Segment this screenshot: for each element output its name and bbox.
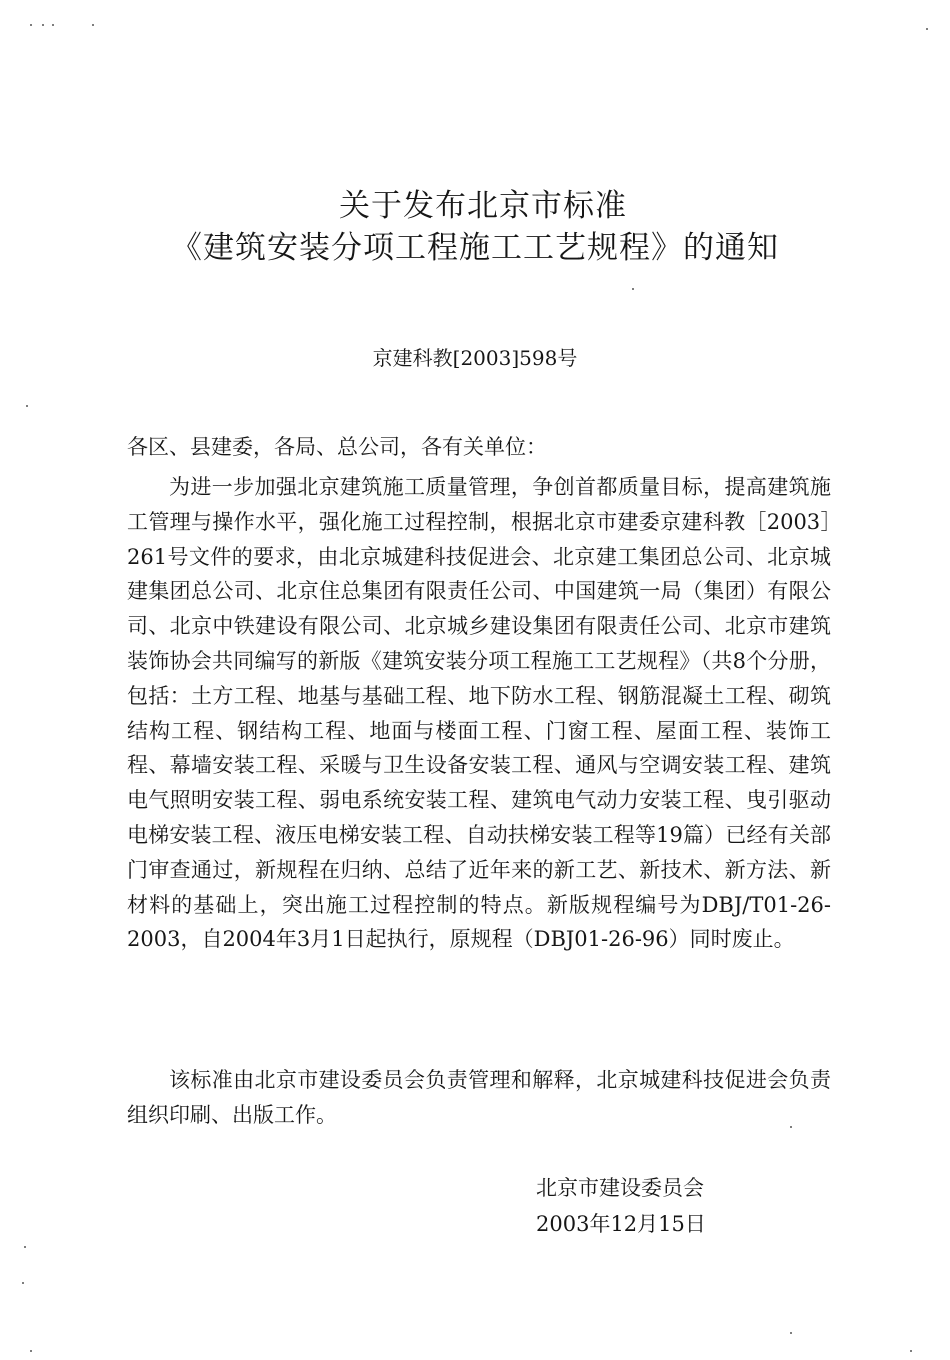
scan-speck — [926, 28, 928, 30]
scan-speck — [30, 24, 32, 26]
body-paragraph-1: 为进一步加强北京建筑施工质量管理，争创首都质量目标，提高建筑施工管理与操作水平，强化施工过程控制，根据北京市建委京建科教［2003］261号文件的要求，由北京城建科技促进会、北京建工集团总公司、北京城建集团总公司、北京住总集团有限责任公司、中国建筑一局（集团）有限公司、北京中铁建设有限公司、北京城乡建设集团有限责任公司、北京市建筑装饰协会共同编写的新版《建筑安装分项工程施工工艺规程》（共8个分册，包括：土方工程、地基与基础工程、地下防水工程、钢筋混凝土工程、砌筑结构工程、钢结构工程、地面与楼面工程、门窗工程、屋面工程、装饰工程、幕墙安装工程、采暖与卫生设备安装工程、通风与空调安装工程、建筑电气照明安装工程、弱电系统安装工程、建筑电气动力安装工程、曳引驱动电梯安装工程、液压电梯安装工程、自动扶梯安装工程等19篇）已经有关部门审查通过，新规程在归纳、总结了近年来的新工艺、新技术、新方法、新材料的基础上，突出施工过程控制的特点。新版规程编号为DBJ/T01-26-2003，自2004年3月1日起执行，原规程（DBJ01-26-96）同时废止。 — [127, 475, 831, 952]
scan-speck — [790, 1332, 792, 1334]
scan-speck — [910, 1350, 912, 1352]
scan-speck — [30, 1350, 32, 1352]
scan-speck — [22, 1282, 24, 1284]
scan-speck — [632, 288, 634, 290]
scan-speck — [26, 405, 28, 407]
body-paragraph-2: 该标准由北京市建设委员会负责管理和解释，北京城建科技促进会负责组织印刷、出版工作。 — [127, 1068, 831, 1127]
scan-speck — [790, 1126, 792, 1128]
scan-speck — [42, 24, 44, 26]
signature-block — [536, 1170, 706, 1242]
document-number: 京建科教[2003]598号 — [372, 346, 578, 370]
title-line-1: 关于发布北京市标准 — [339, 188, 627, 224]
signature-date: 2003年12月15日 — [536, 1212, 706, 1236]
scan-speck — [24, 1246, 26, 1248]
addressee: 各区、县建委，各局、总公司，各有关单位： — [127, 435, 547, 459]
title-line-2: 《建筑安装分项工程施工工艺规程》的通知 — [171, 230, 779, 266]
scan-speck — [52, 24, 54, 26]
signature-organization: 北京市建设委员会 — [536, 1176, 704, 1200]
scan-speck — [92, 24, 94, 26]
